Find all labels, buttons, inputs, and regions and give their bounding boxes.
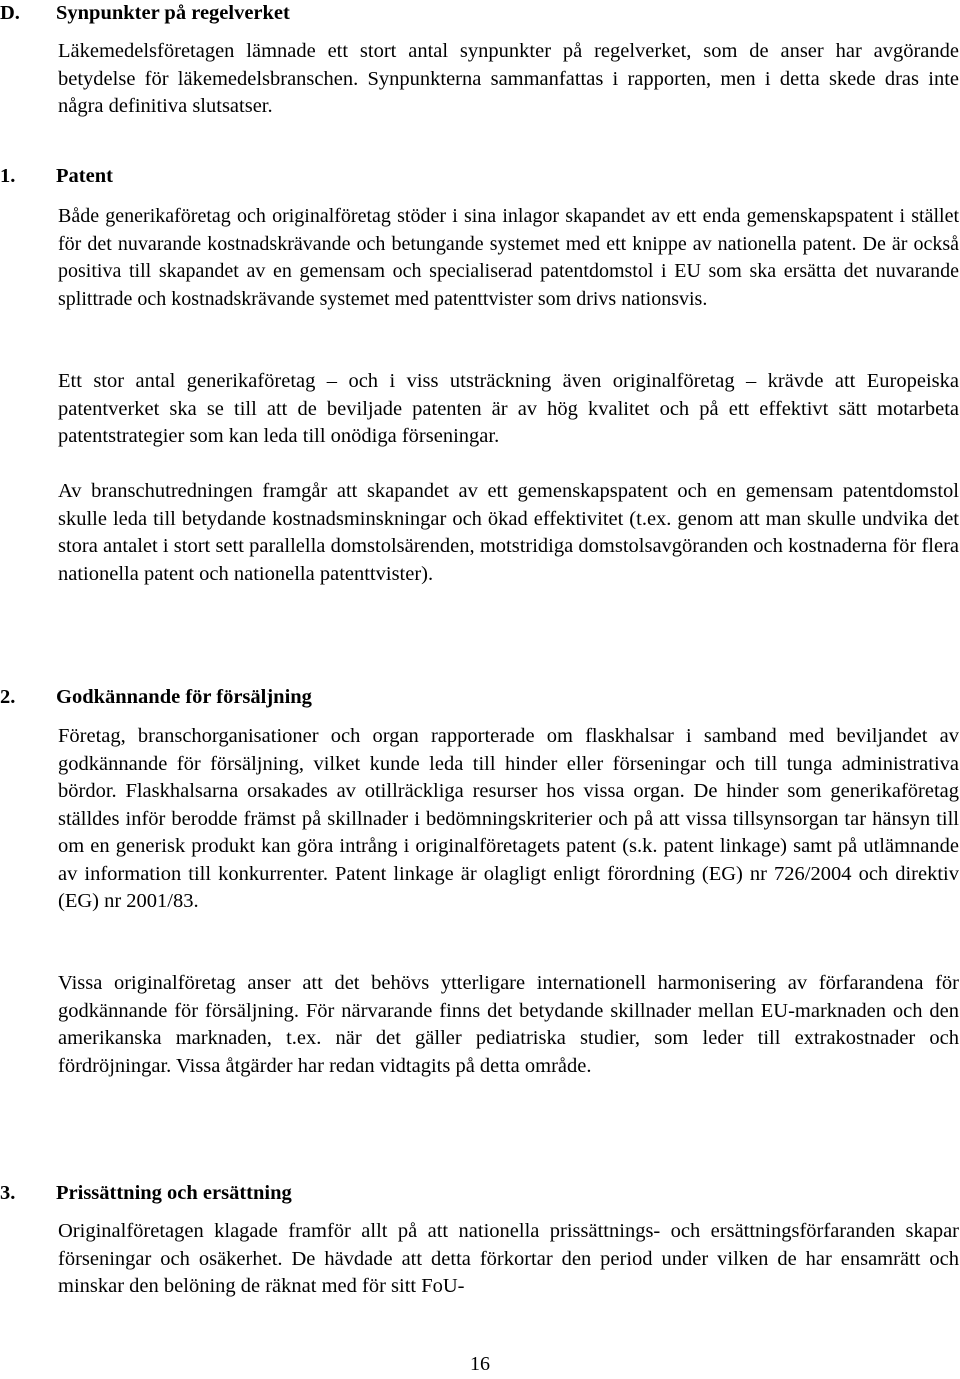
body-paragraph: Originalföretagen klagade framför allt på att nationella prissättnings- och ersättningsförfaranden skapar förseningar och osäkerhet. De hävdade att detta förkortar den period under vilken de har ensamrätt och minskar den belöning de räknat med för sitt FoU- — [58, 1220, 959, 1297]
section-title: Synpunkter på regelverket — [56, 2, 290, 24]
body-paragraph: Företag, branschorganisationer och organ rapporterade om flaskhalsar i samband med beviljandet av godkännande för försäljning, vilket kunde leda till hinder eller förseningar och till tunga administrativa bördor. Flaskhalsarna orsakades av otillräckliga resurser hos vissa organ. De hinder som generikaföretag ställdes inför berodde främst på skillnader i bedömningskriterier och på att vissa tillsynsorgan tar hänsyn till om en generisk produkt kan göra intrång i originalföretagets patent (s.k. patent linkage) samt på utlämnande av information till konkurrenter. Patent linkage är olagligt enligt förordning (EG) nr 726/2004 och direktiv (EG) nr 2001/83. — [58, 725, 959, 912]
section-number: 1. — [0, 165, 16, 187]
body-paragraph: Läkemedelsföretagen lämnade ett stort antal synpunkter på regelverket, som de anser har avgörande betydelse för läkemedelsbranschen. Synpunkterna sammanfattas i rapporten, men i detta skede dras inte några definitiva slutsatser. — [58, 40, 959, 117]
body-paragraph: Vissa originalföretag anser att det behövs ytterligare internationell harmonisering av förfarandena för godkännande för försäljning. För närvarande finns det betydande skillnader mellan EU-marknaden och den amerikanska marknaden, t.ex. när det gäller pediatriska studier, som leder till extrakostnader och fördröjningar. Vissa åtgärder har redan vidtagits på detta område. — [58, 972, 959, 1077]
section-number: 2. — [0, 686, 16, 708]
section-number: D. — [0, 2, 20, 24]
section-number: 3. — [0, 1182, 16, 1204]
section-title: Godkännande för försäljning — [56, 686, 312, 708]
section-title: Patent — [56, 165, 113, 187]
body-paragraph: Både generikaföretag och originalföretag stöder i sina inlagor skapandet av ett enda gemenskapspatent i stället för det nuvarande kostnadskrävande och betungande systemet med ett knippe av nationella patent. De är också positiva till skapandet av en gemensam och specialiserad patentdomstol i EU som ska ersätta det nuvarande splittrade och kostnadskrävande systemet med patenttvister som drivs nationsvis. — [58, 205, 959, 310]
page-number: 16 — [470, 1353, 490, 1375]
body-paragraph: Av branschutredningen framgår att skapandet av ett gemenskapspatent och en gemensam patentdomstol skulle leda till betydande kostnadsminskningar och ökad effektivitet (t.ex. genom att man skulle undvika det stora antalet i stort sett parallella domstolsärenden, motstridiga domstolsavgöranden och kostnaderna för flera nationella patent och nationella patenttvister). — [58, 480, 959, 585]
body-paragraph: Ett stor antal generikaföretag – och i viss utsträckning även originalföretag – krävde att Europeiska patentverket ska se till att de beviljade patenten är av hög kvalitet och på ett effektivt sätt motarbeta patentstrategier som kan leda till onödiga förseningar. — [58, 370, 959, 447]
section-title: Prissättning och ersättning — [56, 1182, 292, 1204]
